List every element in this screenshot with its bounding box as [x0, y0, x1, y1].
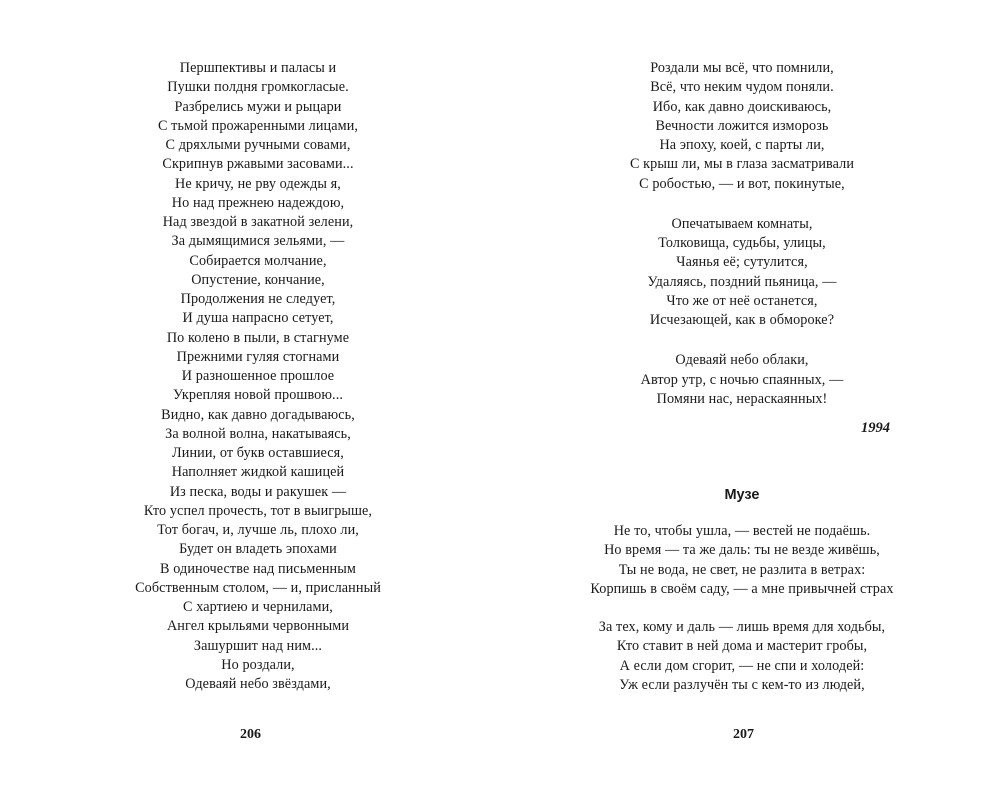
verse-line: За дымящимися зельями, —: [171, 233, 345, 250]
page-number-right: 207: [733, 727, 754, 742]
verse-line: Автор утр, с ночью спаянных, —: [640, 371, 844, 388]
verse-line: Зашуршит над ним...: [193, 637, 323, 654]
right-page: [500, 0, 1000, 800]
verse-line: Но над прежнею надеждою,: [171, 194, 345, 211]
verse-line: Чаянья её; сутулится,: [676, 254, 808, 271]
verse-line: Не кричу, не рву одежды я,: [175, 175, 341, 192]
verse-line: Пушки полдня громкогласые.: [167, 79, 349, 96]
verse-line: За тех, кому и даль — лишь время для ходьбы,: [598, 619, 886, 635]
verse-line: Скрипнув ржавыми засовами...: [162, 156, 354, 173]
verse-line: Укрепляя новой прошвою...: [172, 387, 343, 404]
verse-line: По колено в пыли, в стагнуме: [166, 329, 350, 346]
verse-line: Кто ставит в ней дома и мастерит гробы,: [616, 638, 868, 655]
verse-line: Что же от неё останется,: [666, 292, 818, 309]
verse-line: Першпективы и паласы и: [179, 60, 337, 76]
verse-line: Помяни нас, нераскаянных!: [656, 390, 828, 407]
verse-line: Всё, что неким чудом поняли.: [650, 79, 834, 96]
verse-line: С тьмой прожаренными лицами,: [157, 117, 359, 134]
verse-line: И душа напрасно сетует,: [182, 310, 334, 327]
verse-line: Кто успел прочесть, тот в выигрыше,: [143, 502, 373, 519]
verse-line: На эпоху, коей, с парты ли,: [659, 137, 825, 153]
verse-line: Корпишь в своём саду, — а мне привычней страх: [590, 580, 894, 597]
verse-line: Прежними гуляя стогнами: [176, 348, 340, 365]
verse-line: А если дом сгорит, — не спи и холодей:: [619, 657, 865, 674]
verse-line: Линии, от букв оставшиеся,: [172, 445, 344, 461]
verse-line: Над звездой в закатной зелени,: [162, 214, 354, 230]
verse-line: Тот богач, и, лучше ль, плохо ли,: [157, 522, 359, 538]
verse-line: С хартиею и чернилами,: [183, 599, 333, 615]
stanza-gap: [492, 194, 992, 215]
verse-line: Продолжения не следует,: [180, 291, 336, 307]
verse-line: Собирается молчание,: [189, 252, 327, 269]
verse-line: Толковища, судьбы, улицы,: [658, 235, 826, 251]
verse-line: С робостью, — и вот, покинутые,: [639, 175, 845, 192]
verse-line: Опечатываем комнаты,: [671, 215, 813, 232]
verse-line: Но время — та же даль: ты не везде живёшь,: [604, 542, 880, 559]
verse-line: Одеваяй небо облаки,: [675, 352, 809, 369]
stanza-gap: [492, 330, 992, 351]
verse-line: Ангел крыльями червонными: [166, 618, 350, 635]
verse-line: Будет он владеть эпохами: [179, 541, 337, 558]
poem-title: Музе: [724, 487, 760, 503]
page-number-left: 206: [240, 727, 261, 742]
verse-line: Наполняет жидкой кашицей: [171, 464, 345, 481]
verse-line: С крыш ли, мы в глаза засматривали: [629, 156, 855, 173]
verse-line: Вечности ложится изморозь: [655, 117, 829, 134]
verse-line: Исчезающей, как в обмороке?: [649, 312, 835, 328]
verse-line: Собственным столом, — и, присланный: [135, 579, 381, 596]
verse-line: Роздали мы всё, что помнили,: [650, 60, 834, 76]
verse-line: Уж если разлучён ты с кем-то из людей,: [619, 676, 865, 693]
poem-date: 1994: [861, 420, 890, 436]
verse-line: Удаляясь, поздний пьяница, —: [647, 273, 837, 290]
poem1-text: [492, 59, 992, 409]
verse-line: С дряхлыми ручными совами,: [165, 137, 351, 153]
verse-line: Не то, чтобы ушла, — вестей не подаёшь.: [613, 523, 871, 539]
verse-line: Из песка, воды и ракушек —: [169, 483, 347, 500]
poem2-text: [492, 522, 992, 695]
verse-line: Но роздали,: [221, 656, 295, 673]
verse-line: За волной волна, накатываясь,: [165, 425, 351, 442]
verse-line: Ты не вода, не свет, не разлита в ветрах:: [618, 561, 866, 578]
verse-line: В одиночестве над письменным: [160, 560, 356, 577]
verse-line: Опустение, кончание,: [191, 271, 325, 288]
verse-line: Видно, как давно догадываюсь,: [161, 406, 355, 423]
verse-line: И разношенное прошлое: [181, 368, 335, 384]
stanza-gap: [492, 599, 992, 618]
left-poem-text: [8, 59, 508, 694]
verse-line: Разбрелись мужи и рыцари: [174, 98, 342, 115]
verse-line: Ибо, как давно доискиваюсь,: [652, 98, 832, 115]
verse-line: Одеваяй небо звёздами,: [185, 676, 331, 692]
